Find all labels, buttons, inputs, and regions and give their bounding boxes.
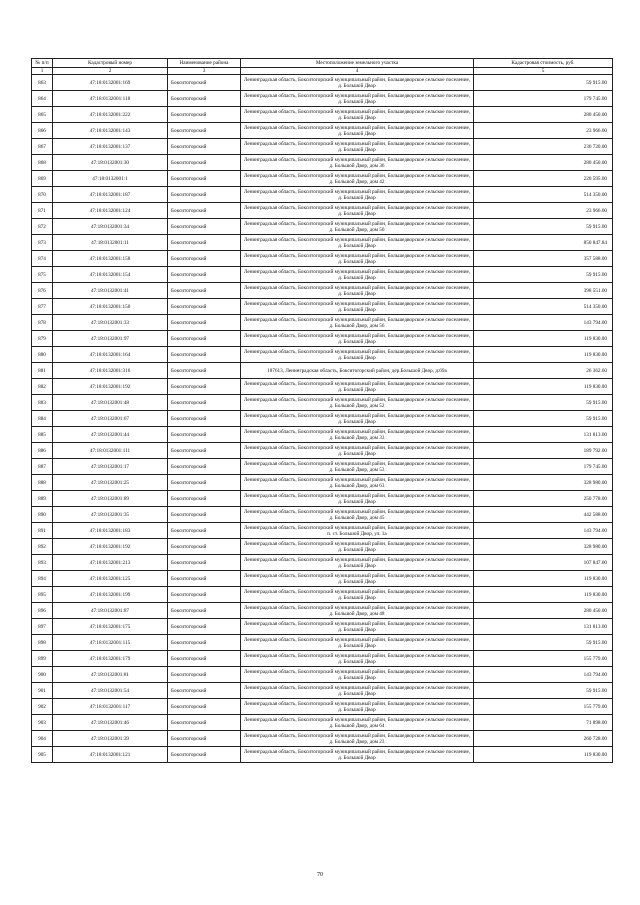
table-row bbox=[32, 251, 613, 267]
cadastral-value: 26 362.60 bbox=[474, 363, 613, 379]
row-number: 899 bbox=[32, 651, 53, 667]
table-row bbox=[32, 155, 613, 171]
district-name: Бокситогорский bbox=[168, 299, 241, 315]
cadastral-value: 59 915.00 bbox=[474, 267, 613, 283]
location: Ленинградская область, Бокситогорский муниципальный район, Большедворское сельское поселение, д. Большой Двор bbox=[241, 331, 474, 347]
table-row bbox=[32, 299, 613, 315]
cadastral-number: 47:18:0132001:118 bbox=[53, 91, 168, 107]
row-number: 880 bbox=[32, 347, 53, 363]
location: Ленинградская область, Бокситогорский муниципальный район, Большедворское сельское поселение, п. ст. Большой Двор, ул. 1а bbox=[241, 523, 474, 539]
row-number: 897 bbox=[32, 619, 53, 635]
location: Ленинградская область, Бокситогорский муниципальный район, Большедворское сельское поселение, д. Большой Двор bbox=[241, 587, 474, 603]
cadastral-value: 328 980.00 bbox=[474, 539, 613, 555]
cadastral-value: 179 745.00 bbox=[474, 459, 613, 475]
row-number: 890 bbox=[32, 507, 53, 523]
location: Ленинградская область, Бокситогорский муниципальный район, Большедворское сельское поселение, д. Большой Двор bbox=[241, 555, 474, 571]
district-name: Бокситогорский bbox=[168, 315, 241, 331]
district-name: Бокситогорский bbox=[168, 331, 241, 347]
district-name: Бокситогорский bbox=[168, 507, 241, 523]
row-number: 900 bbox=[32, 667, 53, 683]
table-row bbox=[32, 411, 613, 427]
location: Ленинградская область, Бокситогорский муниципальный район, Большедворское сельское поселение, д. Большой Двор bbox=[241, 123, 474, 139]
header-district: Наименование района bbox=[168, 59, 241, 68]
row-number: 871 bbox=[32, 203, 53, 219]
district-name: Бокситогорский bbox=[168, 411, 241, 427]
row-number: 865 bbox=[32, 107, 53, 123]
district-name: Бокситогорский bbox=[168, 107, 241, 123]
district-name: Бокситогорский bbox=[168, 283, 241, 299]
district-name: Бокситогорский bbox=[168, 491, 241, 507]
row-number: 869 bbox=[32, 171, 53, 187]
row-number: 893 bbox=[32, 555, 53, 571]
cadastral-value: 155 779.00 bbox=[474, 651, 613, 667]
row-number: 895 bbox=[32, 587, 53, 603]
cadastral-value: 357 588.00 bbox=[474, 251, 613, 267]
cadastral-value: 514 350.00 bbox=[474, 299, 613, 315]
header-index: 4 bbox=[241, 68, 474, 75]
row-number: 864 bbox=[32, 91, 53, 107]
cadastral-number: 47:18:0132001:33 bbox=[53, 315, 168, 331]
table-row bbox=[32, 619, 613, 635]
district-name: Бокситогорский bbox=[168, 203, 241, 219]
row-number: 889 bbox=[32, 491, 53, 507]
row-number: 867 bbox=[32, 139, 53, 155]
cadastral-value: 59 915.00 bbox=[474, 683, 613, 699]
table-row bbox=[32, 107, 613, 123]
location: Ленинградская область, Бокситогорский муниципальный район, Большедворское сельское поселение, д. Большой Двор, дом 63 bbox=[241, 475, 474, 491]
district-name: Бокситогорский bbox=[168, 555, 241, 571]
district-name: Бокситогорский bbox=[168, 379, 241, 395]
table-row bbox=[32, 651, 613, 667]
cadastral-number: 47:18:0132001:54 bbox=[53, 683, 168, 699]
cadastral-value: 230 720.00 bbox=[474, 139, 613, 155]
row-number: 883 bbox=[32, 395, 53, 411]
district-name: Бокситогорский bbox=[168, 587, 241, 603]
table-row bbox=[32, 571, 613, 587]
cadastral-number: 47:18:0132001:183 bbox=[53, 523, 168, 539]
cadastral-value: 442 588.00 bbox=[474, 507, 613, 523]
row-number: 877 bbox=[32, 299, 53, 315]
row-number: 905 bbox=[32, 747, 53, 763]
cadastral-value: 119 830.00 bbox=[474, 331, 613, 347]
location: Ленинградская область, Бокситогорский муниципальный район, Большедворское сельское поселение, д. Большой Двор, дом 52 bbox=[241, 395, 474, 411]
district-name: Бокситогорский bbox=[168, 347, 241, 363]
header-index: 2 bbox=[53, 68, 168, 75]
row-number: 886 bbox=[32, 443, 53, 459]
district-name: Бокситогорский bbox=[168, 91, 241, 107]
table-row bbox=[32, 683, 613, 699]
row-number: 866 bbox=[32, 123, 53, 139]
row-number: 896 bbox=[32, 603, 53, 619]
cadastral-number: 47:18:0132001:11 bbox=[53, 235, 168, 251]
table-row bbox=[32, 459, 613, 475]
location: Ленинградская область, Бокситогорский муниципальный район, Большедворское сельское поселение, д. Большой Двор bbox=[241, 539, 474, 555]
cadastral-number: 47:18:0132001:81 bbox=[53, 667, 168, 683]
cadastral-value: 189 792.00 bbox=[474, 443, 613, 459]
cadastral-number: 47:18:0132001:44 bbox=[53, 427, 168, 443]
cadastral-value: 59 915.00 bbox=[474, 219, 613, 235]
table-row bbox=[32, 347, 613, 363]
table-row bbox=[32, 507, 613, 523]
district-name: Бокситогорский bbox=[168, 715, 241, 731]
table-row bbox=[32, 123, 613, 139]
row-number: 870 bbox=[32, 187, 53, 203]
location: Ленинградская область, Бокситогорский муниципальный район, Большедворское сельское поселение, д. Большой Двор bbox=[241, 283, 474, 299]
table-row bbox=[32, 523, 613, 539]
location: Ленинградская область, Бокситогорский муниципальный район, Большедворское сельское поселение, д. Большой Двор bbox=[241, 683, 474, 699]
cadastral-number: 47:18:0132001:154 bbox=[53, 267, 168, 283]
location: Ленинградская область, Бокситогорский муниципальный район, Большедворское сельское поселение, д. Большой Двор bbox=[241, 411, 474, 427]
location: Ленинградская область, Бокситогорский муниципальный район, Большедворское сельское поселение, д. Большой Двор bbox=[241, 747, 474, 763]
table-row bbox=[32, 187, 613, 203]
location: Ленинградская область, Бокситогорский муниципальный район, Большедворское сельское поселение, д. Большой Двор, дом 42 bbox=[241, 171, 474, 187]
cadastral-number: 47:18:0132001:164 bbox=[53, 347, 168, 363]
cadastral-value: 143 794.00 bbox=[474, 315, 613, 331]
district-name: Бокситогорский bbox=[168, 219, 241, 235]
table-row bbox=[32, 427, 613, 443]
table-row bbox=[32, 203, 613, 219]
row-number: 881 bbox=[32, 363, 53, 379]
location: Ленинградская область, Бокситогорский муниципальный район, Большедворское сельское поселение, д. Большой Двор, дом 53 bbox=[241, 459, 474, 475]
cadastral-number: 47:18:0132001:192 bbox=[53, 539, 168, 555]
cadastral-number: 47:18:0132001:46 bbox=[53, 715, 168, 731]
cadastral-value: 23 966.00 bbox=[474, 123, 613, 139]
page-number: 70 bbox=[317, 872, 323, 878]
district-name: Бокситогорский bbox=[168, 683, 241, 699]
cadastral-table bbox=[31, 58, 613, 763]
header-index: 5 bbox=[474, 68, 613, 75]
cadastral-value: 23 966.00 bbox=[474, 203, 613, 219]
district-name: Бокситогорский bbox=[168, 443, 241, 459]
row-number: 874 bbox=[32, 251, 53, 267]
cadastral-value: 119 830.00 bbox=[474, 347, 613, 363]
district-name: Бокситогорский bbox=[168, 619, 241, 635]
location: Ленинградская область, Бокситогорский муниципальный район, Большедворское сельское поселение, д. Большой Двор bbox=[241, 571, 474, 587]
table-row bbox=[32, 91, 613, 107]
cadastral-number: 47:18:0132001:87 bbox=[53, 603, 168, 619]
location: Ленинградская область, Бокситогорский муниципальный район, Большедворское сельское поселение, д. Большой Двор, дом 33 bbox=[241, 427, 474, 443]
location: 187613, Ленинградская область, Бокситогорский район, дер.Большой Двор, д.69а bbox=[241, 363, 474, 379]
cadastral-number: 47:18:0132001:97 bbox=[53, 331, 168, 347]
row-number: 898 bbox=[32, 635, 53, 651]
cadastral-number: 47:18:0132001:121 bbox=[53, 747, 168, 763]
district-name: Бокситогорский bbox=[168, 731, 241, 747]
row-number: 887 bbox=[32, 459, 53, 475]
location: Ленинградская область, Бокситогорский муниципальный район, Большедворское сельское поселение, д. Большой Двор, дом 45 bbox=[241, 507, 474, 523]
district-name: Бокситогорский bbox=[168, 651, 241, 667]
table-row bbox=[32, 443, 613, 459]
location: Ленинградская область, Бокситогорский муниципальный район, Большедворское сельское поселение, д. Большой Двор bbox=[241, 299, 474, 315]
location: Ленинградская область, Бокситогорский муниципальный район, Большедворское сельское поселение, д. Большой Двор, дом 50 bbox=[241, 219, 474, 235]
location: Ленинградская область, Бокситогорский муниципальный район, Большедворское сельское поселение, д. Большой Двор bbox=[241, 443, 474, 459]
cadastral-value: 71 898.00 bbox=[474, 715, 613, 731]
location: Ленинградская область, Бокситогорский муниципальный район, Большедворское сельское поселение, д. Большой Двор bbox=[241, 667, 474, 683]
cadastral-value: 119 830.00 bbox=[474, 571, 613, 587]
district-name: Бокситогорский bbox=[168, 251, 241, 267]
table-row bbox=[32, 315, 613, 331]
cadastral-number: 47:18:0132001:192 bbox=[53, 379, 168, 395]
cadastral-value: 280 450.00 bbox=[474, 155, 613, 171]
location: Ленинградская область, Бокситогорский муниципальный район, Большедворское сельское поселение, д. Большой Двор, дом 48 bbox=[241, 603, 474, 619]
table-row bbox=[32, 747, 613, 763]
row-number: 901 bbox=[32, 683, 53, 699]
table-row bbox=[32, 379, 613, 395]
table-row bbox=[32, 219, 613, 235]
table-row bbox=[32, 587, 613, 603]
district-name: Бокситогорский bbox=[168, 571, 241, 587]
header-index: 3 bbox=[168, 68, 241, 75]
row-number: 892 bbox=[32, 539, 53, 555]
row-number: 888 bbox=[32, 475, 53, 491]
cadastral-number: 47:18:0132001:111 bbox=[53, 443, 168, 459]
row-number: 873 bbox=[32, 235, 53, 251]
district-name: Бокситогорский bbox=[168, 427, 241, 443]
header-number: № п/п bbox=[32, 59, 53, 68]
table-row bbox=[32, 171, 613, 187]
row-number: 878 bbox=[32, 315, 53, 331]
cadastral-value: 179 745.00 bbox=[474, 91, 613, 107]
cadastral-number: 47:18:0132001:143 bbox=[53, 123, 168, 139]
cadastral-value: 59 915.00 bbox=[474, 635, 613, 651]
row-number: 891 bbox=[32, 523, 53, 539]
district-name: Бокситогорский bbox=[168, 603, 241, 619]
location: Ленинградская область, Бокситогорский муниципальный район, Большедворское сельское поселение, д. Большой Двор bbox=[241, 91, 474, 107]
header-cadastral-value: Кадастровая стоимость, руб. bbox=[474, 59, 613, 68]
cadastral-number: 47:18:0132001:158 bbox=[53, 251, 168, 267]
cadastral-value: 131 813.00 bbox=[474, 427, 613, 443]
cadastral-number: 47:18:0132001:169 bbox=[53, 75, 168, 91]
row-number: 894 bbox=[32, 571, 53, 587]
location: Ленинградская область, Бокситогорский муниципальный район, Большедворское сельское поселение, д. Большой Двор bbox=[241, 651, 474, 667]
cadastral-value: 398 551.00 bbox=[474, 283, 613, 299]
district-name: Бокситогорский bbox=[168, 235, 241, 251]
row-number: 904 bbox=[32, 731, 53, 747]
table-row bbox=[32, 539, 613, 555]
cadastral-value: 131 813.00 bbox=[474, 619, 613, 635]
district-name: Бокситогорский bbox=[168, 363, 241, 379]
location: Ленинградская область, Бокситогорский муниципальный район, Большедворское сельское поселение, д. Большой Двор bbox=[241, 235, 474, 251]
district-name: Бокситогорский bbox=[168, 267, 241, 283]
table-row bbox=[32, 331, 613, 347]
location: Ленинградская область, Бокситогорский муниципальный район, Большедворское сельское поселение, д. Большой Двор bbox=[241, 619, 474, 635]
table-row bbox=[32, 395, 613, 411]
district-name: Бокситогорский bbox=[168, 395, 241, 411]
cadastral-number: 47:18:0132001:137 bbox=[53, 139, 168, 155]
district-name: Бокситогорский bbox=[168, 635, 241, 651]
district-name: Бокситогорский bbox=[168, 523, 241, 539]
table-row bbox=[32, 715, 613, 731]
header-index: 1 bbox=[32, 68, 53, 75]
row-number: 876 bbox=[32, 283, 53, 299]
row-number: 868 bbox=[32, 155, 53, 171]
cadastral-value: 328 980.00 bbox=[474, 475, 613, 491]
cadastral-number: 47:18:0132001:25 bbox=[53, 475, 168, 491]
cadastral-number: 47:18:0132001:213 bbox=[53, 555, 168, 571]
location: Ленинградская область, Бокситогорский муниципальный район, Большедворское сельское поселение, д. Большой Двор bbox=[241, 187, 474, 203]
cadastral-number: 47:18:0132001:1 bbox=[53, 171, 168, 187]
cadastral-value: 514 350.00 bbox=[474, 187, 613, 203]
district-name: Бокситогорский bbox=[168, 139, 241, 155]
cadastral-number: 47:18:0132001:125 bbox=[53, 571, 168, 587]
table-row bbox=[32, 699, 613, 715]
cadastral-value: 59 915.00 bbox=[474, 411, 613, 427]
table-row bbox=[32, 475, 613, 491]
district-name: Бокситогорский bbox=[168, 475, 241, 491]
cadastral-number: 47:18:0132001:316 bbox=[53, 363, 168, 379]
row-number: 872 bbox=[32, 219, 53, 235]
table-row bbox=[32, 667, 613, 683]
table-row bbox=[32, 235, 613, 251]
district-name: Бокситогорский bbox=[168, 75, 241, 91]
cadastral-number: 47:18:0132001:175 bbox=[53, 619, 168, 635]
cadastral-number: 47:18:0132001:67 bbox=[53, 411, 168, 427]
cadastral-number: 47:18:0132001:179 bbox=[53, 651, 168, 667]
header-row bbox=[32, 59, 613, 68]
cadastral-value: 119 830.00 bbox=[474, 379, 613, 395]
location: Ленинградская область, Бокситогорский муниципальный район, Большедворское сельское поселение, д. Большой Двор, дом 23 bbox=[241, 731, 474, 747]
cadastral-value: 155 779.00 bbox=[474, 699, 613, 715]
cadastral-number: 47:18:0132001:39 bbox=[53, 731, 168, 747]
cadastral-number: 47:18:0132001:17 bbox=[53, 459, 168, 475]
cadastral-value: 260 728.00 bbox=[474, 731, 613, 747]
cadastral-number: 47:18:0132001:30 bbox=[53, 155, 168, 171]
cadastral-number: 47:18:0132001:199 bbox=[53, 587, 168, 603]
cadastral-value: 250 778.00 bbox=[474, 491, 613, 507]
location: Ленинградская область, Бокситогорский муниципальный район, Большедворское сельское поселение, д. Большой Двор bbox=[241, 107, 474, 123]
table-row bbox=[32, 75, 613, 91]
cadastral-value: 119 830.00 bbox=[474, 747, 613, 763]
location: Ленинградская область, Бокситогорский муниципальный район, Большедворское сельское поселение, д. Большой Двор bbox=[241, 635, 474, 651]
row-number: 903 bbox=[32, 715, 53, 731]
cadastral-value: 143 794.00 bbox=[474, 667, 613, 683]
location: Ленинградская область, Бокситогорский муниципальный район, Большедворское сельское поселение, д. Большой Двор bbox=[241, 347, 474, 363]
district-name: Бокситогорский bbox=[168, 155, 241, 171]
cadastral-number: 47:18:0132001:48 bbox=[53, 395, 168, 411]
table-row bbox=[32, 555, 613, 571]
cadastral-value: 220 595.00 bbox=[474, 171, 613, 187]
cadastral-number: 47:18:0132001:150 bbox=[53, 299, 168, 315]
cadastral-number: 47:18:0132001:35 bbox=[53, 507, 168, 523]
table-body bbox=[32, 75, 613, 763]
location: Ленинградская область, Бокситогорский муниципальный район, Большедворское сельское поселение, д. Большой Двор, дом 36 bbox=[241, 155, 474, 171]
cadastral-value: 59 915.00 bbox=[474, 395, 613, 411]
table-row bbox=[32, 635, 613, 651]
row-number: 879 bbox=[32, 331, 53, 347]
cadastral-value: 107 847.00 bbox=[474, 555, 613, 571]
district-name: Бокситогорский bbox=[168, 459, 241, 475]
header-cadastral-number: Кадастровый номер bbox=[53, 59, 168, 68]
district-name: Бокситогорский bbox=[168, 539, 241, 555]
cadastral-value: 119 830.00 bbox=[474, 587, 613, 603]
row-number: 863 bbox=[32, 75, 53, 91]
header-location: Местоположение земельного участка bbox=[241, 59, 474, 68]
table-row bbox=[32, 363, 613, 379]
cadastral-number: 47:18:0132001:34 bbox=[53, 219, 168, 235]
location: Ленинградская область, Бокситогорский муниципальный район, Большедворское сельское поселение, д. Большой Двор bbox=[241, 267, 474, 283]
cadastral-value: 143 794.00 bbox=[474, 523, 613, 539]
location: Ленинградская область, Бокситогорский муниципальный район, Большедворское сельское поселение, д. Большой Двор bbox=[241, 379, 474, 395]
header-index-row bbox=[32, 68, 613, 75]
district-name: Бокситогорский bbox=[168, 747, 241, 763]
row-number: 885 bbox=[32, 427, 53, 443]
row-number: 875 bbox=[32, 267, 53, 283]
location: Ленинградская область, Бокситогорский муниципальный район, Большедворское сельское поселение, д. Большой Двор bbox=[241, 491, 474, 507]
district-name: Бокситогорский bbox=[168, 187, 241, 203]
location: Ленинградская область, Бокситогорский муниципальный район, Большедворское сельское поселение, д. Большой Двор bbox=[241, 75, 474, 91]
district-name: Бокситогорский bbox=[168, 699, 241, 715]
location: Ленинградская область, Бокситогорский муниципальный район, Большедворское сельское поселение, д. Большой Двор bbox=[241, 203, 474, 219]
location: Ленинградская область, Бокситогорский муниципальный район, Большедворское сельское поселение, д. Большой Двор, дом 56 bbox=[241, 315, 474, 331]
district-name: Бокситогорский bbox=[168, 667, 241, 683]
cadastral-value: 850 847.84 bbox=[474, 235, 613, 251]
table-row bbox=[32, 267, 613, 283]
location: Ленинградская область, Бокситогорский муниципальный район, Большедворское сельское поселение, д. Большой Двор, дом 64 bbox=[241, 715, 474, 731]
table-row bbox=[32, 139, 613, 155]
location: Ленинградская область, Бокситогорский муниципальный район, Большедворское сельское поселение, д. Большой Двор bbox=[241, 251, 474, 267]
cadastral-number: 47:18:0132001:89 bbox=[53, 491, 168, 507]
cadastral-number: 47:18:0132001:187 bbox=[53, 187, 168, 203]
table-row bbox=[32, 491, 613, 507]
cadastral-value: 280 450.00 bbox=[474, 603, 613, 619]
cadastral-number: 47:18:0132001:115 bbox=[53, 635, 168, 651]
table-row bbox=[32, 731, 613, 747]
table-row bbox=[32, 283, 613, 299]
cadastral-value: 280 450.00 bbox=[474, 107, 613, 123]
cadastral-number: 47:18:0132001:117 bbox=[53, 699, 168, 715]
row-number: 882 bbox=[32, 379, 53, 395]
location: Ленинградская область, Бокситогорский муниципальный район, Большедворское сельское поселение, д. Большой Двор bbox=[241, 139, 474, 155]
district-name: Бокситогорский bbox=[168, 123, 241, 139]
table-row bbox=[32, 603, 613, 619]
cadastral-number: 47:18:0132001:222 bbox=[53, 107, 168, 123]
cadastral-number: 47:18:0132001:41 bbox=[53, 283, 168, 299]
cadastral-number: 47:18:0132001:124 bbox=[53, 203, 168, 219]
location: Ленинградская область, Бокситогорский муниципальный район, Большедворское сельское поселение, д. Большой Двор bbox=[241, 699, 474, 715]
row-number: 884 bbox=[32, 411, 53, 427]
cadastral-value: 59 915.00 bbox=[474, 75, 613, 91]
district-name: Бокситогорский bbox=[168, 171, 241, 187]
row-number: 902 bbox=[32, 699, 53, 715]
